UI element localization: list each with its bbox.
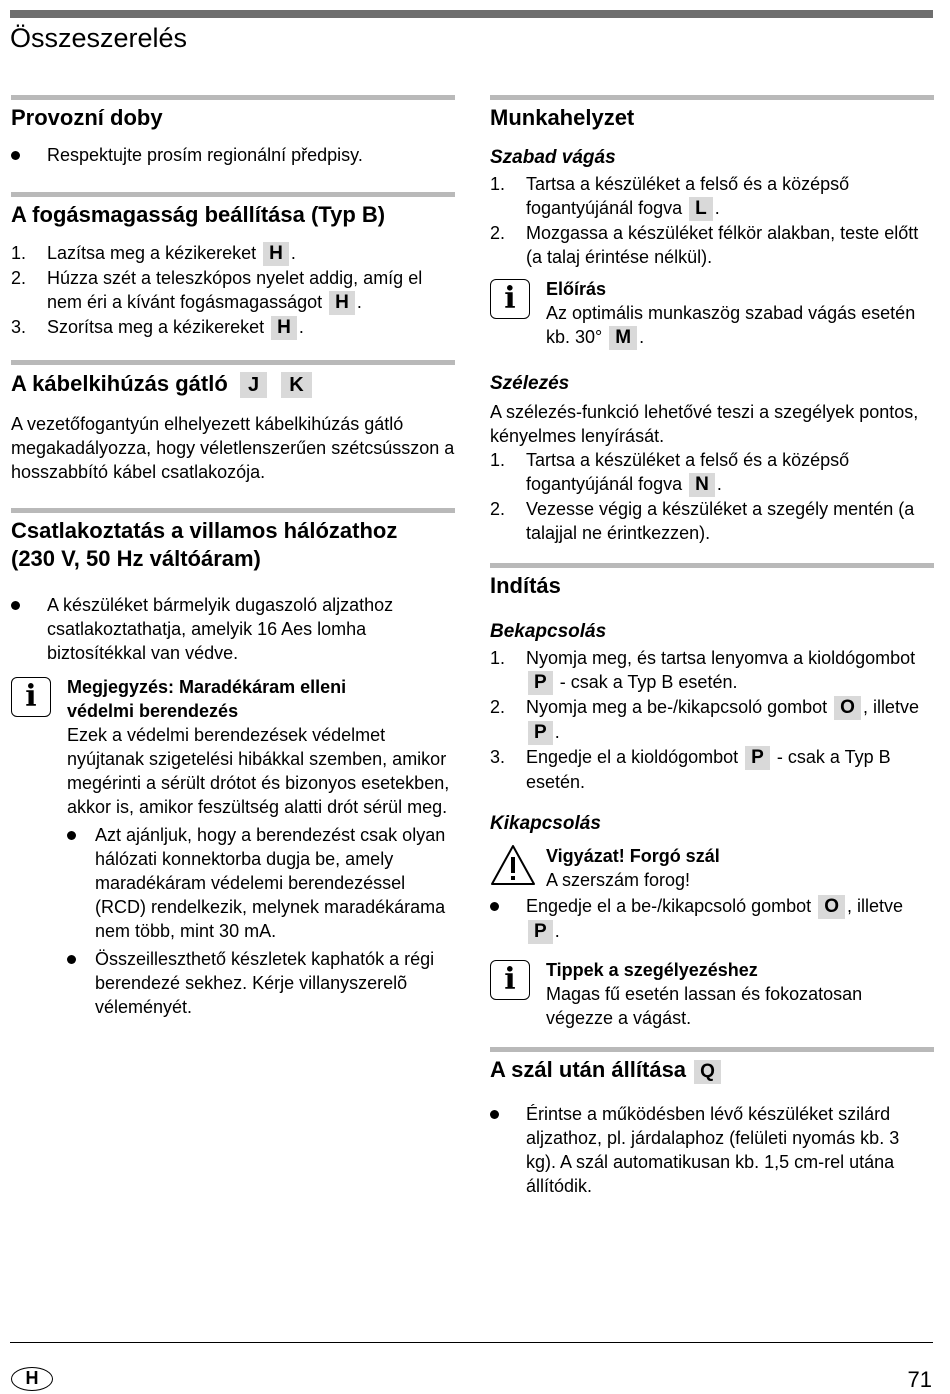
subsection-title: Szélezés <box>490 373 570 394</box>
warning-note <box>490 844 934 892</box>
bullet-dot <box>67 831 76 840</box>
key-label: N <box>689 473 715 497</box>
list-item <box>490 172 934 221</box>
key-label: P <box>745 746 770 770</box>
list-item-text: Engedje el a be-/kikapcsoló gombot <box>526 896 812 916</box>
section-title: Munkahelyzet <box>490 105 635 130</box>
section-rule <box>490 1047 934 1052</box>
bullet-list <box>490 1102 934 1198</box>
info-note <box>11 675 455 1019</box>
list-number: 2. <box>490 223 506 243</box>
list-item-text: Tartsa a készüléket a felső és a középső fogantyújánál fogva <box>526 450 850 494</box>
list-item-text: Húzza szét a teleszkópos nyelet addig, amíg el nem éri a kívánt fogásmagasságot <box>47 268 423 312</box>
section-provozni-doby <box>11 95 455 167</box>
list-item <box>490 695 934 745</box>
bullet-list <box>11 143 455 167</box>
list-item-text: Lazítsa meg a kézikereket <box>47 243 257 263</box>
key-label: H <box>271 316 297 340</box>
section-title-text: A kábelkihúzás gátló <box>11 371 228 396</box>
punct: . <box>298 317 304 337</box>
key-label: H <box>329 291 355 315</box>
list-number: 2. <box>11 268 27 288</box>
bullet-dot <box>490 902 499 911</box>
note-text-main: Az optimális munkaszög szabad vágás esetén kb. 30° <box>546 303 916 347</box>
punct: . <box>714 198 720 218</box>
list-item <box>67 947 455 1019</box>
section-rule <box>11 95 455 100</box>
bullet-dot <box>11 601 20 610</box>
list-item-text: Tartsa a készüléket a felső és a középső fogantyújánál fogva <box>526 174 850 218</box>
section-rule <box>490 95 934 100</box>
list-item <box>11 593 455 665</box>
section-title <box>11 517 455 573</box>
list-item <box>67 823 455 943</box>
footer-rule <box>10 1342 933 1343</box>
subsection-title: Kikapcsolás <box>490 813 601 834</box>
bullet-dot <box>490 1110 499 1119</box>
list-item <box>490 497 934 545</box>
list-item-text: Engedje el a kioldógombot <box>526 747 739 767</box>
section-title: A fogásmagasság beállítása (Typ B) <box>11 202 386 227</box>
section-title: Indítás <box>490 573 561 598</box>
section-rule <box>490 563 934 568</box>
punct: . <box>554 921 560 941</box>
info-icon: i <box>490 960 530 1000</box>
list-item-text: Nyomja meg, és tartsa lenyomva a kioldógombot <box>526 648 916 668</box>
numbered-list <box>490 172 934 269</box>
section-text: A vezetőfogantyún elhelyezett kábelkihúzás gátló megakadályozza, hogy véletlenszerűen szétcsússzon a hosszabbító kábel csatlakozója. <box>11 414 455 482</box>
list-number: 3. <box>490 747 506 767</box>
section-title-text: A szál után állítása <box>490 1057 687 1082</box>
list-item <box>490 646 934 695</box>
punct: . <box>639 327 645 347</box>
list-item-text: Érintse a működésben lévő készüléket szilárd aljzathoz, pl. járdalaphoz (felületi nyomás kb. 3 kg). A szál automatikusan kb. 1,5 cm-rel utána állítódik. <box>526 1104 900 1196</box>
section-kabelkihuzas <box>11 360 455 484</box>
list-item-text: Összeilleszthető készletek kaphatók a régi berendezé sekhez. Kérje villanyszerelõ véleményét. <box>95 949 435 1017</box>
section-title <box>490 1056 934 1084</box>
bullet-list <box>490 894 934 944</box>
list-number: 3. <box>11 317 27 337</box>
section-title-line: Csatlakoztatás a villamos hálózathoz <box>11 518 398 543</box>
note-title: Vigyázat! Forgó szál <box>546 846 720 866</box>
list-item-text: , illetve <box>862 697 919 717</box>
note-text: Magas fű esetén lassan és fokozatosan végezze a vágást. <box>546 984 863 1028</box>
bullet-dot <box>67 955 76 964</box>
numbered-list <box>490 448 934 545</box>
list-number: 1. <box>490 648 506 668</box>
key-label: L <box>689 197 713 221</box>
list-item-text: Nyomja meg a be-/kikapcsoló gombot <box>526 697 828 717</box>
section-inditas <box>490 563 934 1030</box>
page-number: 71 <box>907 1367 932 1392</box>
list-item-text: Szorítsa meg a kézikereket <box>47 317 265 337</box>
section-title: Provozní doby <box>11 105 163 130</box>
list-item <box>490 1102 934 1198</box>
numbered-list <box>490 646 934 794</box>
list-item <box>490 448 934 497</box>
section-title-line: (230 V, 50 Hz váltóáram) <box>11 546 261 571</box>
info-note <box>490 958 934 1030</box>
section-szal-utan-allitasa <box>490 1047 934 1198</box>
info-note <box>490 277 934 350</box>
list-number: 2. <box>490 499 506 519</box>
list-item-text: , illetve <box>846 896 904 916</box>
note-text: Ezek a védelmi berendezések védelmet nyújtanak szigetelési hibákkal szemben, amikor megérinti a sérült drótot és bizonyos esetekben, akkor is, amikor feszültség alatti drót sérül meg. <box>67 725 450 817</box>
subsection-text: A szélezés-funkció lehetővé teszi a szegélyek pontos, kényelmes lenyírását. <box>490 402 919 446</box>
list-number: 1. <box>490 174 506 194</box>
key-label: K <box>281 372 311 398</box>
note-title: Tippek a szegélyezéshez <box>546 960 758 980</box>
section-munkahelyzet <box>490 95 934 545</box>
section-fogasmagassag <box>11 192 455 340</box>
key-label: P <box>528 671 553 695</box>
key-label: M <box>609 326 637 350</box>
list-item <box>490 221 934 269</box>
list-item-text: Respektujte prosím regionální předpisy. <box>47 145 363 165</box>
punct: . <box>554 722 560 742</box>
section-csatlakoztatas <box>11 508 455 1019</box>
list-item <box>11 241 455 266</box>
page-title: Összeszerelés <box>10 23 188 53</box>
key-label: H <box>263 242 289 266</box>
punct: . <box>290 243 296 263</box>
list-item-text: - csak a Typ B esetén. <box>559 672 738 692</box>
list-item <box>490 894 934 944</box>
section-title <box>11 370 455 398</box>
note-text: A szerszám forog! <box>546 870 691 890</box>
punct: . <box>716 474 722 494</box>
warning-triangle-icon <box>490 844 536 886</box>
note-text <box>546 301 934 350</box>
key-label: P <box>528 920 553 944</box>
bullet-list <box>11 593 455 665</box>
list-number: 1. <box>11 243 27 263</box>
numbered-list <box>11 241 455 340</box>
key-label: Q <box>694 1060 721 1084</box>
list-item <box>11 315 455 340</box>
key-label: O <box>834 696 861 720</box>
key-label: P <box>528 721 553 745</box>
note-bullet-list <box>67 823 455 1019</box>
key-label: J <box>240 372 267 398</box>
list-item <box>11 266 455 315</box>
list-item-text: Azt ajánljuk, hogy a berendezést csak olyan hálózati konnektorba dugja be, amely maradékáram védelemi berendezéssel (RCD) rendelkezik, melynek maradékárama nem több, mint 30 mA. <box>95 825 446 941</box>
list-item-text: A készüléket bármelyik dugaszoló aljzathoz csatlakoztathatja, amelyik 16 Aes lomha biztosítékkal van védve. <box>47 595 394 663</box>
note-title: Előírás <box>546 279 607 299</box>
note-title: Megjegyzés: Maradékáram elleni védelmi berendezés <box>67 677 347 721</box>
section-rule <box>11 192 455 197</box>
language-badge: H <box>11 1367 53 1391</box>
list-item <box>490 745 934 794</box>
punct: . <box>356 292 362 312</box>
top-bar <box>10 10 933 18</box>
list-item <box>11 143 455 167</box>
list-number: 2. <box>490 697 506 717</box>
key-label: O <box>818 895 845 919</box>
info-icon: i <box>11 677 51 717</box>
section-rule <box>11 360 455 365</box>
list-item-text: Vezesse végig a készüléket a szegély mentén (a talajjal ne érintkezzen). <box>526 499 915 543</box>
section-rule <box>11 508 455 513</box>
info-icon: i <box>490 279 530 319</box>
subsection-title: Bekapcsolás <box>490 621 607 642</box>
bullet-dot <box>11 151 20 160</box>
list-item-text: - csak a Typ B esetén. <box>526 747 891 792</box>
list-item-text: Mozgassa a készüléket félkör alakban, teste előtt (a talaj érintése nélkül). <box>526 223 919 267</box>
subsection-title: Szabad vágás <box>490 147 616 168</box>
list-number: 1. <box>490 450 506 470</box>
